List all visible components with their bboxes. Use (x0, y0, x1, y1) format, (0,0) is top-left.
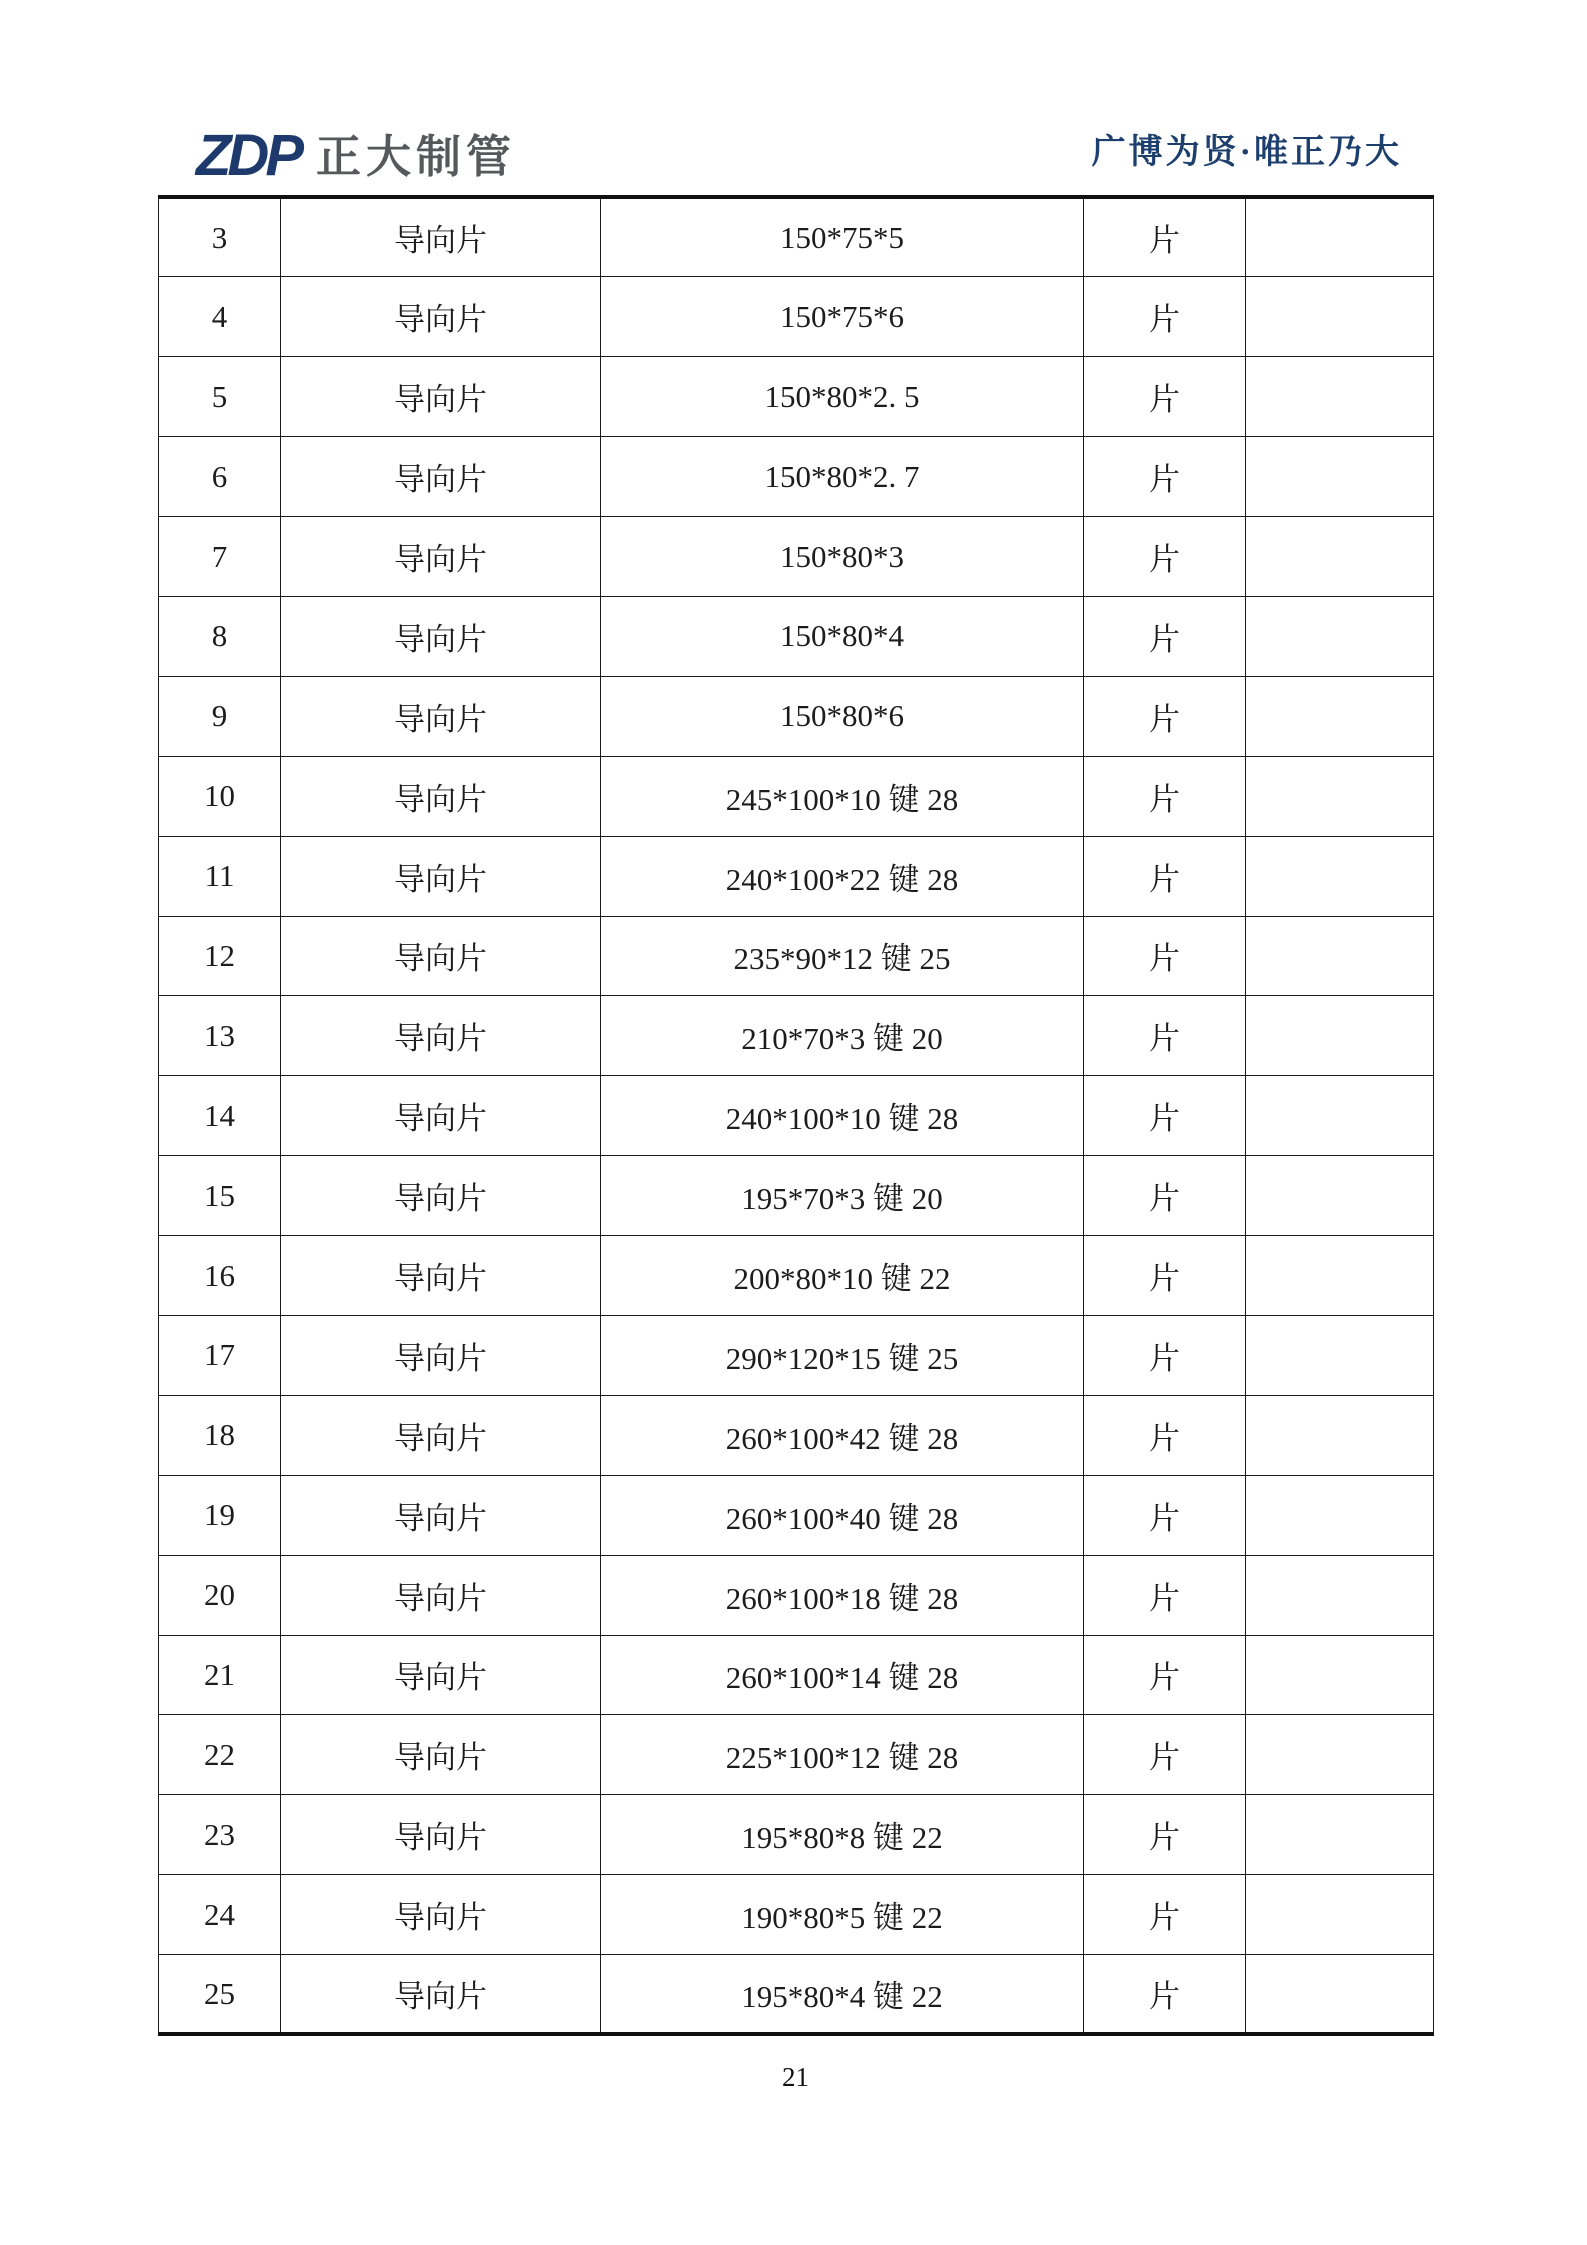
note-cell (1246, 1555, 1434, 1635)
item-name-cell: 导向片 (281, 1555, 601, 1635)
item-name-cell: 导向片 (281, 277, 601, 357)
unit-cell: 片 (1084, 437, 1246, 517)
item-name-cell: 导向片 (281, 517, 601, 597)
spec-cell: 235*90*12 键 25 (601, 916, 1084, 996)
table-row (159, 1076, 1434, 1156)
note-cell (1246, 916, 1434, 996)
unit-cell: 片 (1084, 197, 1246, 277)
note-cell (1246, 1156, 1434, 1236)
unit-cell: 片 (1084, 996, 1246, 1076)
item-name-cell: 导向片 (281, 357, 601, 437)
spec-cell: 260*100*42 键 28 (601, 1395, 1084, 1475)
note-cell (1246, 596, 1434, 676)
row-number-cell: 24 (159, 1875, 281, 1955)
table-row (159, 1795, 1434, 1875)
table-row (159, 996, 1434, 1076)
spec-cell: 190*80*5 键 22 (601, 1875, 1084, 1955)
unit-cell: 片 (1084, 1076, 1246, 1156)
row-number-cell: 22 (159, 1715, 281, 1795)
spec-cell: 150*75*6 (601, 277, 1084, 357)
row-number-cell: 17 (159, 1315, 281, 1395)
item-name-cell: 导向片 (281, 1315, 601, 1395)
row-number-cell: 4 (159, 277, 281, 357)
item-name-cell: 导向片 (281, 916, 601, 996)
spec-cell: 245*100*10 键 28 (601, 756, 1084, 836)
unit-cell: 片 (1084, 596, 1246, 676)
table-row (159, 1315, 1434, 1395)
table-row (159, 916, 1434, 996)
company-logo (196, 123, 517, 188)
spec-cell: 150*80*4 (601, 596, 1084, 676)
item-name-cell: 导向片 (281, 1715, 601, 1795)
note-cell (1246, 1955, 1434, 2035)
note-cell (1246, 1875, 1434, 1955)
row-number-cell: 25 (159, 1955, 281, 2035)
note-cell (1246, 996, 1434, 1076)
item-name-cell: 导向片 (281, 437, 601, 517)
row-number-cell: 23 (159, 1795, 281, 1875)
spec-cell: 260*100*14 键 28 (601, 1635, 1084, 1715)
spec-cell: 200*80*10 键 22 (601, 1236, 1084, 1316)
note-cell (1246, 1795, 1434, 1875)
note-cell (1246, 1635, 1434, 1715)
row-number-cell: 21 (159, 1635, 281, 1715)
unit-cell: 片 (1084, 756, 1246, 836)
spec-cell: 150*80*2. 7 (601, 437, 1084, 517)
table-row (159, 756, 1434, 836)
row-number-cell: 11 (159, 836, 281, 916)
spec-cell: 195*80*8 键 22 (601, 1795, 1084, 1875)
note-cell (1246, 1076, 1434, 1156)
unit-cell: 片 (1084, 1236, 1246, 1316)
item-name-cell: 导向片 (281, 756, 601, 836)
row-number-cell: 14 (159, 1076, 281, 1156)
note-cell (1246, 197, 1434, 277)
row-number-cell: 16 (159, 1236, 281, 1316)
item-name-cell: 导向片 (281, 1156, 601, 1236)
spec-table (158, 195, 1434, 2036)
row-number-cell: 5 (159, 357, 281, 437)
item-name-cell: 导向片 (281, 1635, 601, 1715)
row-number-cell: 6 (159, 437, 281, 517)
spec-cell: 260*100*40 键 28 (601, 1475, 1084, 1555)
header-slogan: 广博为贤·唯正乃大 (1091, 134, 1402, 171)
item-name-cell: 导向片 (281, 676, 601, 756)
table-row (159, 1555, 1434, 1635)
spec-cell: 240*100*22 键 28 (601, 836, 1084, 916)
table-row (159, 437, 1434, 517)
note-cell (1246, 277, 1434, 357)
note-cell (1246, 756, 1434, 836)
spec-cell: 260*100*18 键 28 (601, 1555, 1084, 1635)
table-row (159, 517, 1434, 597)
table-row (159, 197, 1434, 277)
row-number-cell: 12 (159, 916, 281, 996)
spec-cell: 150*80*6 (601, 676, 1084, 756)
unit-cell: 片 (1084, 916, 1246, 996)
table-row (159, 596, 1434, 676)
unit-cell: 片 (1084, 1875, 1246, 1955)
spec-cell: 195*70*3 键 20 (601, 1156, 1084, 1236)
note-cell (1246, 1475, 1434, 1555)
table-row (159, 1635, 1434, 1715)
row-number-cell: 18 (159, 1395, 281, 1475)
unit-cell: 片 (1084, 1795, 1246, 1875)
table-row (159, 1395, 1434, 1475)
spec-cell: 210*70*3 键 20 (601, 996, 1084, 1076)
spec-cell: 150*80*2. 5 (601, 357, 1084, 437)
item-name-cell: 导向片 (281, 1955, 601, 2035)
table-row (159, 1156, 1434, 1236)
item-name-cell: 导向片 (281, 1475, 601, 1555)
unit-cell: 片 (1084, 1955, 1246, 2035)
row-number-cell: 13 (159, 996, 281, 1076)
note-cell (1246, 357, 1434, 437)
item-name-cell: 导向片 (281, 1236, 601, 1316)
note-cell (1246, 1315, 1434, 1395)
item-name-cell: 导向片 (281, 197, 601, 277)
item-name-cell: 导向片 (281, 1795, 601, 1875)
table-row (159, 1475, 1434, 1555)
note-cell (1246, 1236, 1434, 1316)
table-row (159, 836, 1434, 916)
spec-cell: 290*120*15 键 25 (601, 1315, 1084, 1395)
spec-cell: 240*100*10 键 28 (601, 1076, 1084, 1156)
note-cell (1246, 836, 1434, 916)
table-row (159, 277, 1434, 357)
row-number-cell: 8 (159, 596, 281, 676)
item-name-cell: 导向片 (281, 996, 601, 1076)
item-name-cell: 导向片 (281, 836, 601, 916)
item-name-cell: 导向片 (281, 1395, 601, 1475)
unit-cell: 片 (1084, 1315, 1246, 1395)
note-cell (1246, 676, 1434, 756)
unit-cell: 片 (1084, 676, 1246, 756)
unit-cell: 片 (1084, 357, 1246, 437)
table-row (159, 1955, 1434, 2035)
logo-zdp-mark: ZDP (196, 123, 300, 188)
item-name-cell: 导向片 (281, 596, 601, 676)
logo-company-name: 正大制管 (316, 130, 517, 182)
unit-cell: 片 (1084, 1555, 1246, 1635)
spec-cell: 150*80*3 (601, 517, 1084, 597)
note-cell (1246, 1395, 1434, 1475)
row-number-cell: 9 (159, 676, 281, 756)
note-cell (1246, 437, 1434, 517)
spec-cell: 150*75*5 (601, 197, 1084, 277)
page-number: 21 (782, 2062, 809, 2092)
spec-table-body (159, 197, 1434, 2034)
row-number-cell: 3 (159, 197, 281, 277)
spec-cell: 195*80*4 键 22 (601, 1955, 1084, 2035)
row-number-cell: 20 (159, 1555, 281, 1635)
row-number-cell: 10 (159, 756, 281, 836)
unit-cell: 片 (1084, 277, 1246, 357)
row-number-cell: 7 (159, 517, 281, 597)
table-row (159, 1875, 1434, 1955)
table-row (159, 676, 1434, 756)
note-cell (1246, 517, 1434, 597)
unit-cell: 片 (1084, 836, 1246, 916)
unit-cell: 片 (1084, 1156, 1246, 1236)
table-row (159, 357, 1434, 437)
unit-cell: 片 (1084, 1715, 1246, 1795)
unit-cell: 片 (1084, 1475, 1246, 1555)
unit-cell: 片 (1084, 517, 1246, 597)
spec-cell: 225*100*12 键 28 (601, 1715, 1084, 1795)
item-name-cell: 导向片 (281, 1076, 601, 1156)
table-row (159, 1236, 1434, 1316)
note-cell (1246, 1715, 1434, 1795)
row-number-cell: 15 (159, 1156, 281, 1236)
unit-cell: 片 (1084, 1635, 1246, 1715)
row-number-cell: 19 (159, 1475, 281, 1555)
table-row (159, 1715, 1434, 1795)
unit-cell: 片 (1084, 1395, 1246, 1475)
item-name-cell: 导向片 (281, 1875, 601, 1955)
